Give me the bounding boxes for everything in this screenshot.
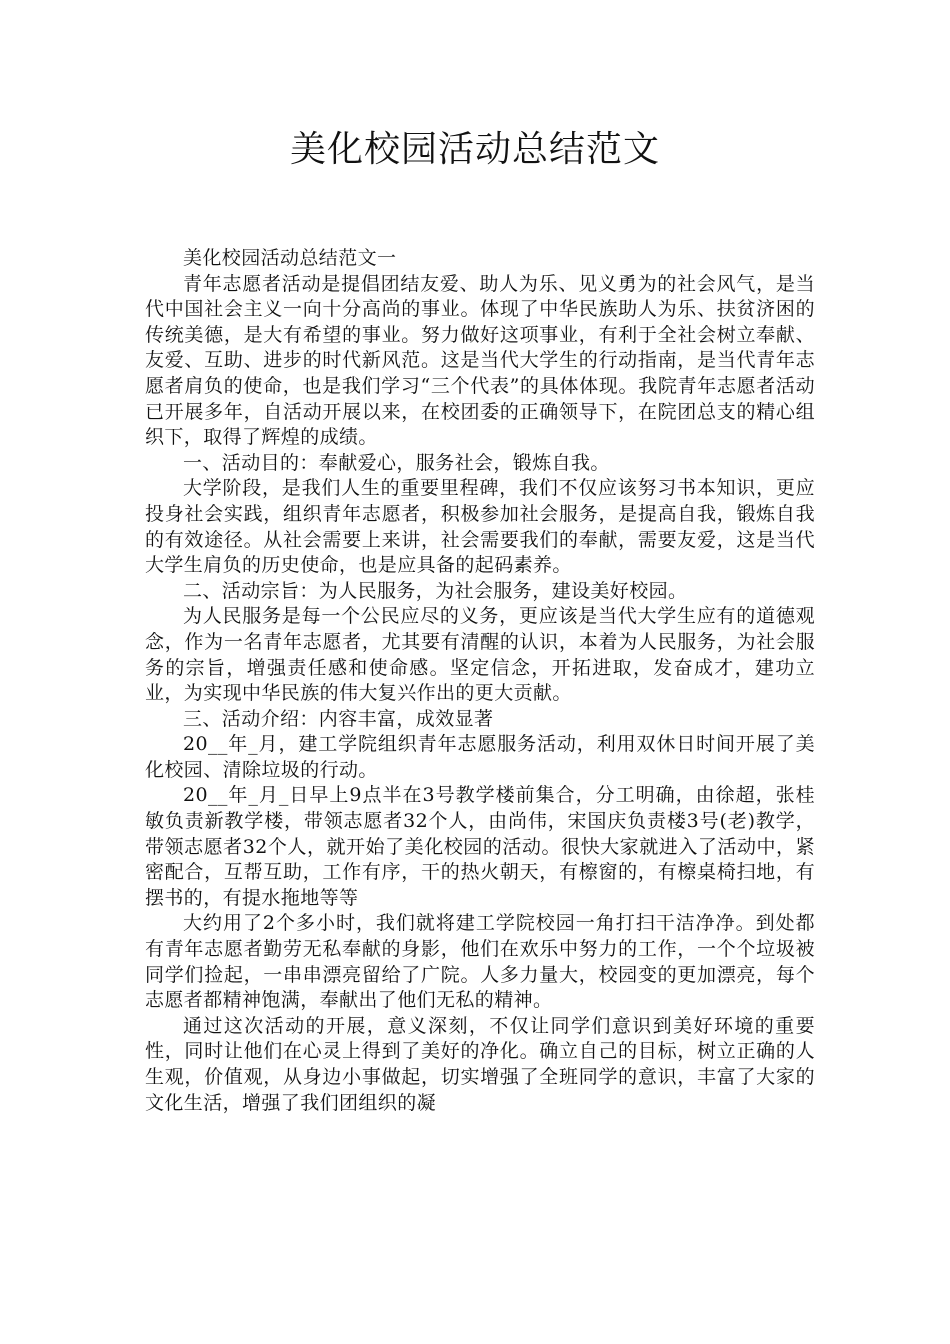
document-title: 美化校园活动总结范文	[289, 129, 660, 170]
section-heading: 三、活动介绍：内容丰富，成效显著	[183, 707, 494, 730]
paragraph: 大学阶段，是我们人生的重要里程碑，我们不仅应该努习书本知识，更应投身社会实践，组织青年志愿者，积极参加社会服务，是提高自我，锻炼自我的有效途径。从社会需要上来讲，社会需要我们的奉献，需要友爱，这是当代大学生肩负的历史使命，也是应具备的起码素养。	[145, 477, 815, 577]
paragraph: 20__年_月，建工学院组织青年志愿服务活动，利用双休日时间开展了美化校园、清除垃圾的行动。	[145, 733, 815, 781]
paragraph: 大约用了2个多小时，我们就将建工学院校园一角打扫干洁净净。到处都有青年志愿者勤劳无私奉献的身影，他们在欢乐中努力的工作，一个个垃圾被同学们捡起，一串串漂亮留给了广院。人多力量大，校园变的更加漂亮，每个志愿者都精神饱满，奉献出了他们无私的精神。	[145, 912, 815, 1012]
section-heading: 二、活动宗旨：为人民服务，为社会服务，建设美好校园。	[183, 579, 688, 602]
section-heading: 美化校园活动总结范文一	[183, 247, 397, 269]
paragraph: 20__年_月_日早上9点半在3号教学楼前集合，分工明确，由徐超，张桂敏负责新教学楼，带领志愿者32个人，由尚伟，宋国庆负责楼3号(老)教学，带领志愿者32个人，就开始了美化校园的活动。很快大家就进入了活动中，紧密配合，互帮互助，工作有序，干的热火朝天，有檫窗的，有檫桌椅扫地，有摆书的，有提水拖地等等	[145, 784, 815, 909]
paragraph: 为人民服务是每一个公民应尽的义务，更应该是当代大学生应有的道德观念，作为一名青年志愿者，尤其要有清醒的认识，本着为人民服务，为社会服务的宗旨，增强责任感和使命感。坚定信念，开拓进取，发奋成才，建功立业，为实现中华民族的伟大复兴作出的更大贡献。	[145, 605, 815, 705]
document-body	[145, 246, 815, 1116]
section-heading: 一、活动目的：奉献爱心，服务社会，锻炼自我。	[183, 451, 610, 474]
paragraph: 青年志愿者活动是提倡团结友爱、助人为乐、见义勇为的社会风气，是当代中国社会主义一向十分高尚的事业。体现了中华民族助人为乐、扶贫济困的传统美德，是大有希望的事业。努力做好这项事业，有利于全社会树立奉献、友爱、互助、进步的时代新风范。这是当代大学生的行动指南，是当代青年志愿者肩负的使命，也是我们学习“三个代表”的具体体现。我院青年志愿者活动已开展多年，自活动开展以来，在校团委的正确领导下，在院团总支的精心组织下，取得了辉煌的成绩。	[145, 272, 815, 449]
paragraph: 通过这次活动的开展，意义深刻，不仅让同学们意识到美好环境的重要性，同时让他们在心灵上得到了美好的净化。确立自己的目标，树立正确的人生观，价值观，从身边小事做起，切实增强了全班同学的意识，丰富了大家的文化生活，增强了我们团组织的凝	[145, 1014, 815, 1114]
